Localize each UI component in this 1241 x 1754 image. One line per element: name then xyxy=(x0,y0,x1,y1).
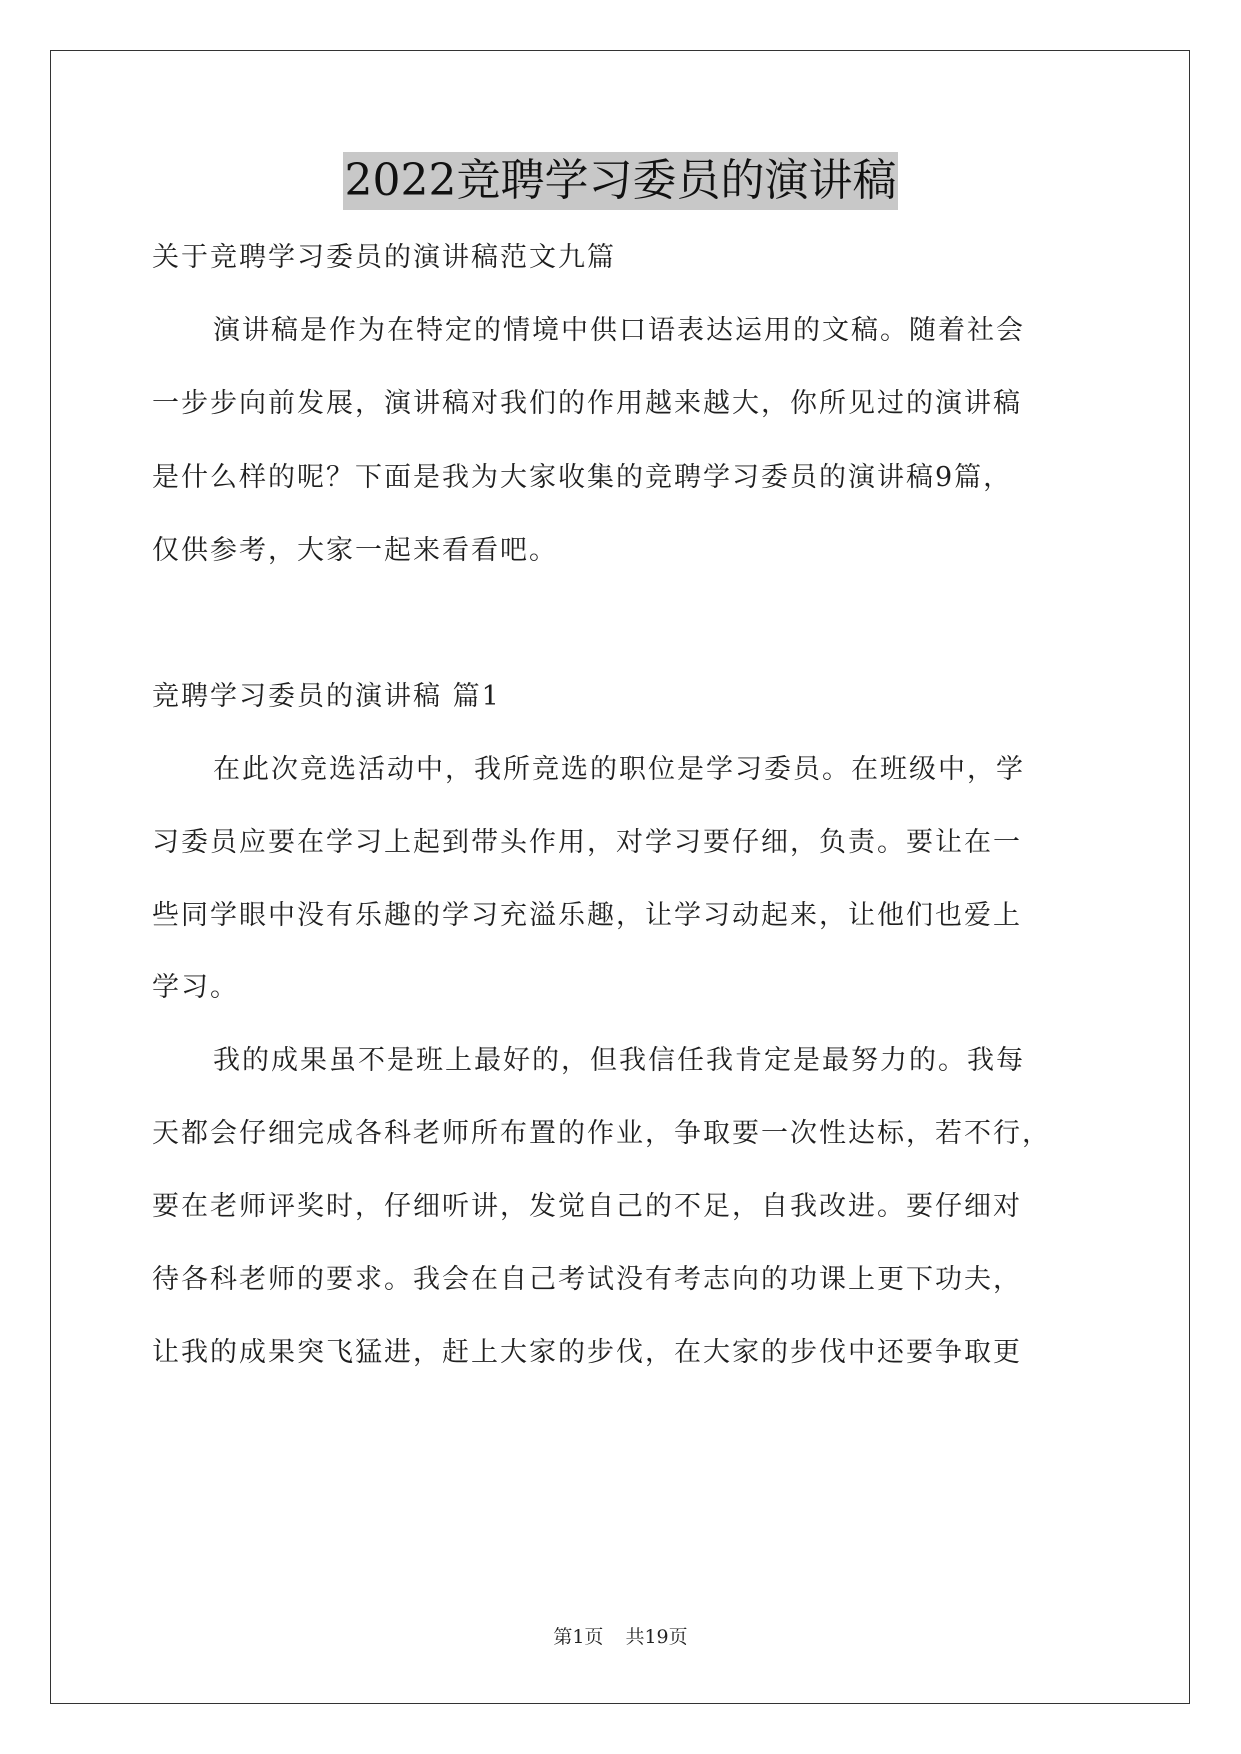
paragraph-line: 习委员应要在学习上起到带头作用，对学习要仔细，负责。要让在一 xyxy=(152,827,1022,858)
intro-line: 一步步向前发展，演讲稿对我们的作用越来越大，你所见过的演讲稿 xyxy=(152,388,1022,419)
section-heading: 竞聘学习委员的演讲稿 篇1 xyxy=(152,681,501,712)
document-subtitle: 关于竞聘学习委员的演讲稿范文九篇 xyxy=(152,242,616,273)
page-footer xyxy=(0,1625,1241,1649)
paragraph-line: 学习。 xyxy=(152,972,239,1003)
paragraph-line: 在此次竞选活动中，我所竞选的职位是学习委员。在班级中，学 xyxy=(213,754,1025,785)
paragraph-line: 让我的成果突飞猛进，赶上大家的步伐，在大家的步伐中还要争取更 xyxy=(152,1337,1022,1368)
intro-line: 演讲稿是作为在特定的情境中供口语表达运用的文稿。随着社会 xyxy=(213,315,1025,346)
paragraph-line: 些同学眼中没有乐趣的学习充溢乐趣，让学习动起来，让他们也爱上 xyxy=(152,900,1022,931)
title-container xyxy=(0,152,1241,210)
document-title: 2022竞聘学习委员的演讲稿 xyxy=(343,152,899,210)
page-border xyxy=(50,50,1190,1704)
paragraph-line: 天都会仔细完成各科老师所布置的作业，争取要一次性达标，若不行， xyxy=(152,1118,1051,1149)
paragraph-line: 要在老师评奖时，仔细听讲，发觉自己的不足，自我改进。要仔细对 xyxy=(152,1191,1022,1222)
paragraph-line: 我的成果虽不是班上最好的，但我信任我肯定是最努力的。我每 xyxy=(213,1045,1025,1076)
page-number-current: 第1页 xyxy=(553,1626,604,1648)
intro-line: 是什么样的呢？下面是我为大家收集的竞聘学习委员的演讲稿9篇， xyxy=(152,462,1013,493)
paragraph-line: 待各科老师的要求。我会在自己考试没有考志向的功课上更下功夫， xyxy=(152,1264,1022,1295)
intro-line: 仅供参考，大家一起来看看吧。 xyxy=(152,535,558,566)
page-number-total: 共19页 xyxy=(625,1626,688,1648)
